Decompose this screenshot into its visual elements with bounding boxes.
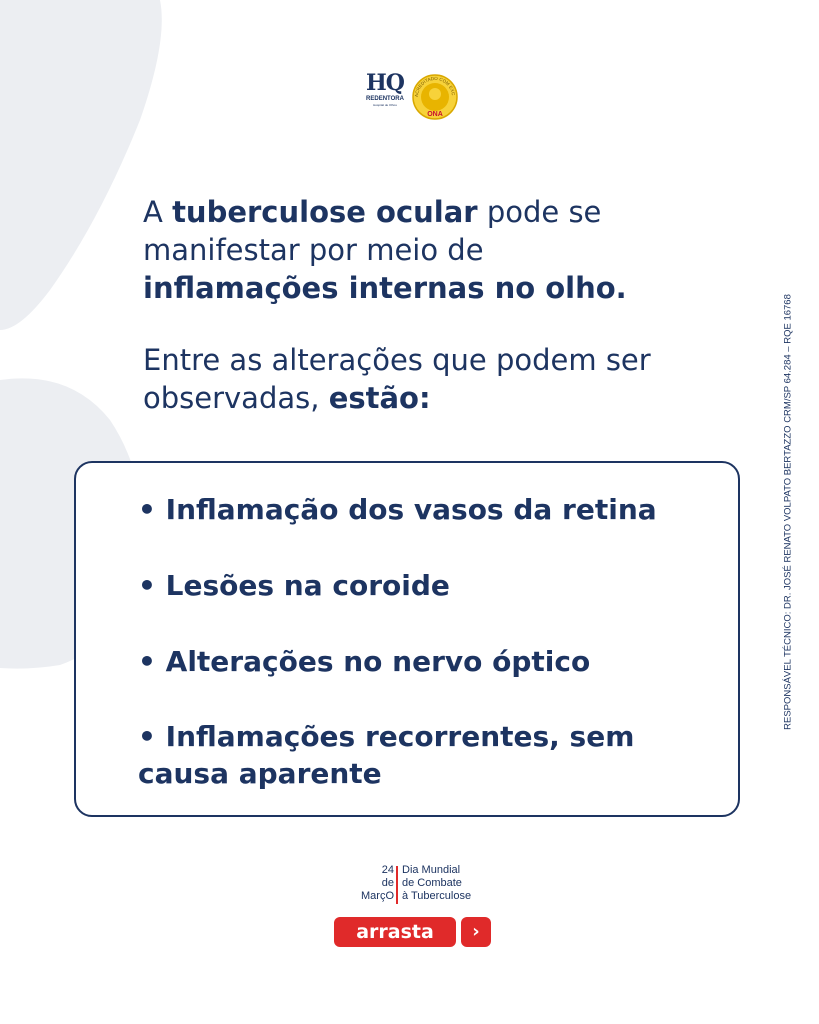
event-date-text xyxy=(361,864,394,903)
list-item: • Inflamações recorrentes, sem causa aparente xyxy=(138,720,635,790)
event-name xyxy=(402,864,471,903)
intro-text: pode se manifestar por meio de xyxy=(143,195,602,267)
intro-text: A xyxy=(143,195,173,229)
event-line: de Combate xyxy=(402,877,462,889)
event-day: 24 xyxy=(381,864,394,876)
intro-highlight: tuberculose ocular xyxy=(172,195,478,229)
intro-highlight: estão: xyxy=(328,381,431,415)
intro-highlight: inflamações internas no olho. xyxy=(143,271,627,305)
svg-text:ACREDITADO COM EXCELÊNCIA: ACREDITADO COM EXC xyxy=(413,75,456,98)
event-line: à Tuberculose xyxy=(402,890,472,902)
list-item: • Alterações no nervo óptico xyxy=(138,645,591,678)
swipe-button[interactable]: arrasta xyxy=(334,917,456,947)
event-de: de xyxy=(381,877,394,889)
hospital-logo xyxy=(366,70,462,130)
svg-text:ONA: ONA xyxy=(427,111,443,118)
date-divider xyxy=(396,866,398,904)
responsible-technician-text: RESPONSÁVEL TÉCNICO: DR. JOSÉ RENATO VOLPATO BERTAZZO CRM/SP 64.284 – RQE 16768 xyxy=(782,294,794,730)
symptoms-card xyxy=(74,461,740,817)
event-date xyxy=(334,864,504,908)
logo-name: REDENTORA xyxy=(366,96,404,102)
hq-logo xyxy=(366,70,404,107)
chevron-right-icon[interactable]: › xyxy=(461,917,491,947)
intro-text: Entre as alterações que podem ser observadas, xyxy=(143,343,651,415)
intro-paragraph-2 xyxy=(143,341,703,417)
list-item: • Inflamação dos vasos da retina xyxy=(138,493,657,526)
logo-mark: HQ xyxy=(366,70,404,96)
logo-subtitle: Hospital de Olhos xyxy=(373,103,397,107)
list-item: • Lesões na coroide xyxy=(138,569,450,602)
event-month: MarçO xyxy=(361,890,394,902)
ona-seal-icon xyxy=(410,72,460,122)
event-line: Dia Mundial xyxy=(402,864,461,876)
intro-paragraph xyxy=(143,193,703,307)
